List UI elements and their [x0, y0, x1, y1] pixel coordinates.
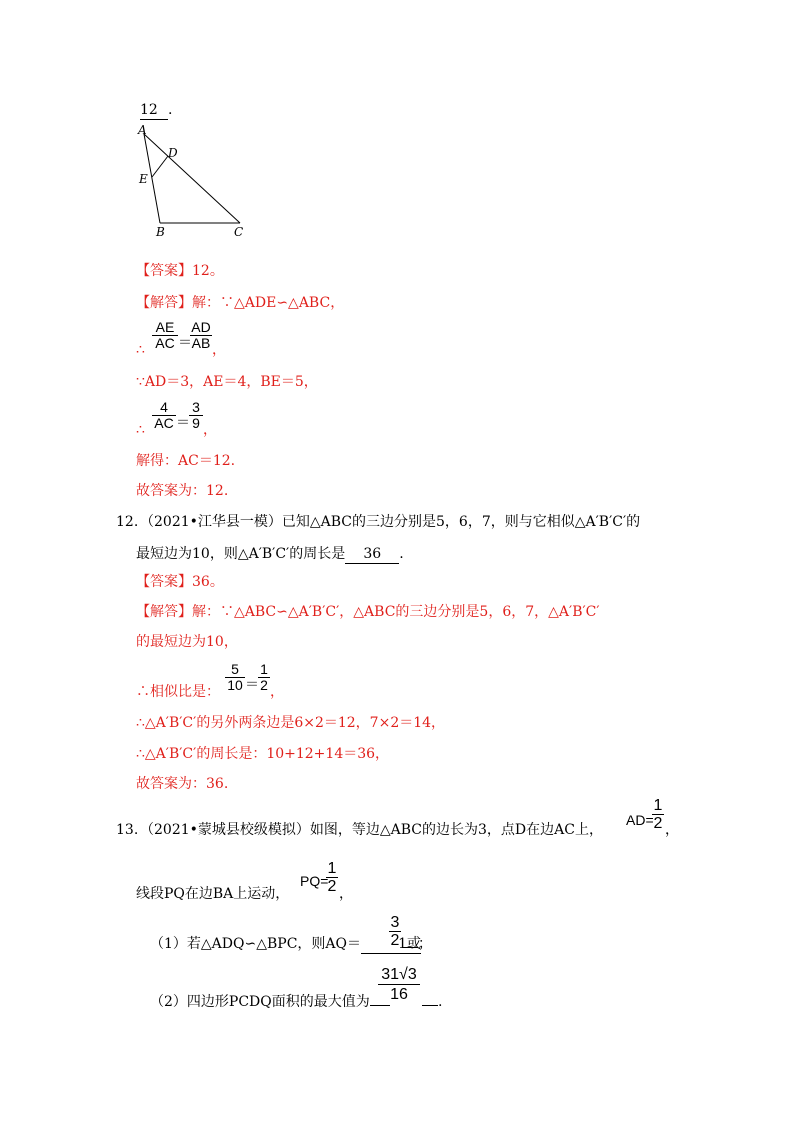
- fraction-denominator: 2: [327, 878, 337, 895]
- q13-line2: 线段PQ在边BA上运动，: [136, 886, 290, 902]
- fraction-1-2: [258, 662, 270, 693]
- label-B: B: [156, 225, 165, 239]
- q13-part2-blank: [370, 1005, 390, 1006]
- comma: ，: [665, 822, 679, 838]
- label-A: A: [138, 123, 147, 137]
- fraction-ad-value: [652, 797, 664, 832]
- equals-sign: ＝: [245, 677, 259, 693]
- q12-solution-line6: 故答案为：36.: [136, 776, 229, 792]
- fraction-5-10: [225, 662, 245, 693]
- fraction-ae-ac: [152, 320, 178, 351]
- label-D: D: [168, 146, 178, 160]
- fraction-numerator: 1: [653, 797, 663, 814]
- q11-answer-line: [140, 101, 172, 120]
- q13-part1-end: [402, 935, 432, 953]
- equals-sign: ＝: [178, 335, 192, 351]
- label-E: E: [139, 172, 148, 186]
- q13-part1-blank: 1或: [361, 935, 421, 954]
- q12-solution-line5: ∴△A′B′C′的周长是：10+12+14＝36，: [136, 746, 390, 762]
- q13-line1: （2021•蒙城县校级模拟）如图，等边△ABC的边长为3，点D在边AC上，: [140, 822, 603, 838]
- answer-text: 36。: [192, 574, 224, 590]
- fraction-numerator: 1: [260, 661, 268, 677]
- q13-part2-end: [422, 993, 442, 1011]
- comma: ，: [339, 886, 353, 902]
- q12-number: 12.: [116, 514, 139, 530]
- q13-part2-blank-tail: [422, 1005, 438, 1006]
- fraction-3-2: [389, 914, 401, 949]
- q12-line1: （2021•江华县一模）已知△ABC的三边分别是5，6，7，则与它相似△A′B′C′的: [140, 514, 641, 530]
- fraction-denominator: 16: [378, 984, 420, 1004]
- q12-line2: [136, 545, 404, 564]
- solution-text: 解：∵△ADE∽△ABC，: [192, 295, 345, 311]
- fraction-numerator: 3: [390, 914, 400, 931]
- fraction-numerator: 31√3: [381, 966, 417, 983]
- q13-part1: [150, 935, 421, 954]
- fraction-denominator: 2: [258, 677, 270, 693]
- answer-tag: 【答案】: [136, 263, 192, 279]
- q11-answer-blank: 12: [140, 101, 168, 120]
- fraction-denominator: 2: [390, 932, 400, 949]
- q12-solution-line1: [136, 603, 600, 621]
- fraction-numerator: AE: [155, 319, 175, 335]
- q11-solution-line3: ∵AD＝3，AE＝4，BE＝5，: [136, 374, 318, 390]
- q11-end: .: [168, 102, 173, 118]
- q12-ratio-prefix: ∴相似比是：: [136, 684, 220, 700]
- therefore-symbol: ∴: [136, 422, 145, 438]
- comma: ，: [203, 422, 217, 438]
- q11-solution-line5: 解得：AC＝12.: [136, 453, 236, 469]
- period: .: [438, 994, 443, 1010]
- fraction-numerator: AD: [191, 319, 211, 335]
- fraction-4-ac: [152, 400, 176, 431]
- q11-answer: [136, 262, 224, 280]
- triangle-figure: [130, 120, 260, 240]
- q13-part2: [150, 993, 390, 1011]
- fraction-numerator: 1: [327, 860, 337, 877]
- fraction-numerator: 4: [160, 399, 168, 415]
- fraction-ad-ab: [190, 320, 212, 351]
- q11-solution-line1: [136, 294, 344, 312]
- semicolon: ；: [418, 936, 432, 952]
- comma: ，: [212, 342, 226, 358]
- fraction-numerator: 5: [231, 661, 239, 677]
- fraction-denominator: 2: [653, 815, 663, 832]
- q12-solution-line2: 的最短边为10，: [136, 634, 238, 650]
- answer-text: 12。: [192, 263, 224, 279]
- comma: ，: [270, 684, 284, 700]
- solution-text: 解：∵△ABC∽△A′B′C′，△ABC的三边分别是5，6，7，△A′B′C′: [192, 604, 600, 620]
- q12-solution-line4: ∴△A′B′C′的另外两条边是6×2＝12，7×2＝14，: [136, 715, 446, 731]
- ad-label: AD=: [626, 812, 654, 828]
- label-C: C: [234, 225, 244, 239]
- pq-label: PQ=: [300, 873, 329, 889]
- q11-solution-line6: 故答案为：12.: [136, 483, 229, 499]
- answer-tag: 【答案】: [136, 574, 192, 590]
- fraction-denominator: AB: [191, 335, 211, 351]
- therefore-symbol: ∴: [136, 342, 145, 358]
- fraction-pq-value: [326, 860, 338, 895]
- solution-tag: 【解答】: [136, 604, 192, 620]
- fraction-numerator: 3: [192, 399, 200, 415]
- q12-line2-end: .: [399, 546, 404, 562]
- fraction-3-9: [189, 400, 203, 431]
- fraction-denominator: AC: [152, 335, 178, 351]
- solution-tag: 【解答】: [136, 295, 192, 311]
- edge-DE: [152, 156, 168, 177]
- q13-number: 13.: [116, 822, 139, 838]
- fraction-denominator: AC: [152, 415, 176, 431]
- fraction-denominator: 10: [225, 677, 245, 693]
- fraction-denominator: 9: [189, 415, 203, 431]
- fraction-31root3-16: [378, 965, 420, 1004]
- q13-part2-text: （2）四边形PCDQ面积的最大值为: [150, 994, 370, 1010]
- q13-part1-blank-tail: [402, 947, 418, 948]
- q12-line2-text: 最短边为10，则△A′B′C′的周长是: [136, 546, 346, 562]
- q13-part1-text: （1）若△ADQ∽△BPC，则AQ＝: [150, 936, 361, 952]
- equals-sign: ＝: [176, 415, 190, 431]
- edge-AC: [144, 134, 240, 223]
- q12-answer: [136, 573, 224, 591]
- q12-answer-blank: 36: [345, 545, 399, 564]
